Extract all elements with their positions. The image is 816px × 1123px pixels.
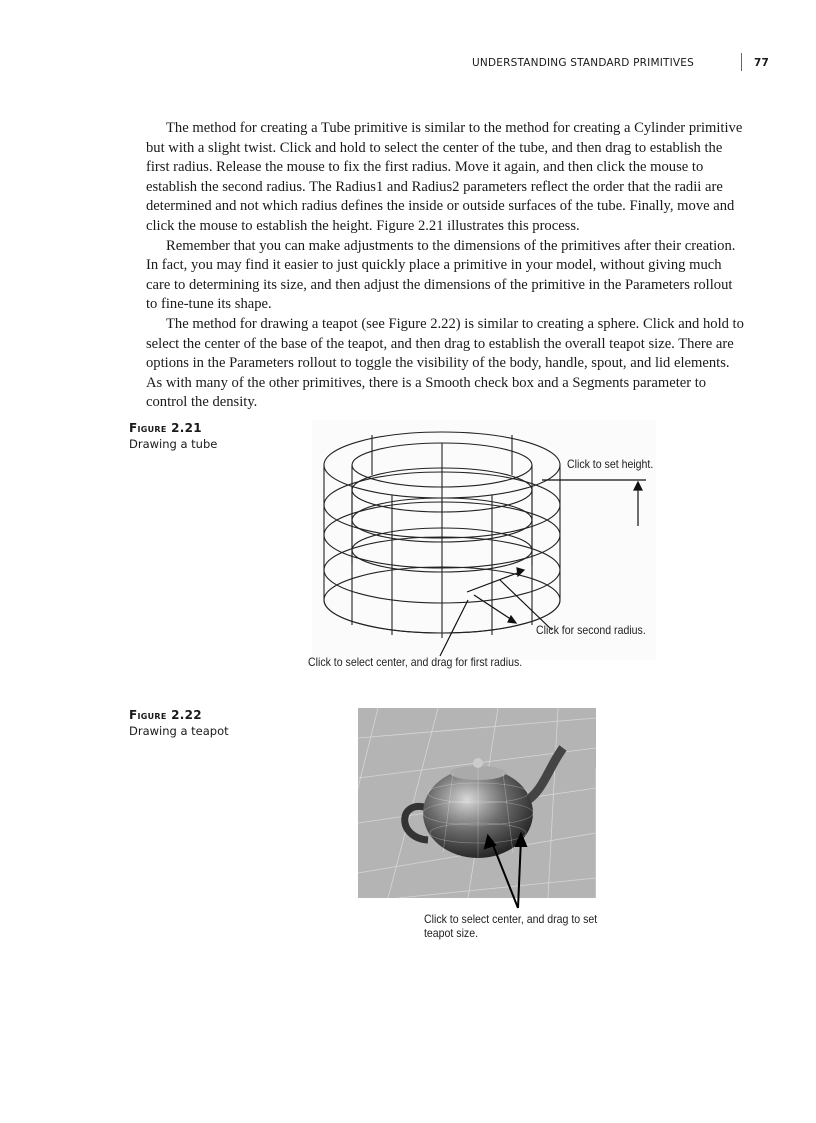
running-header — [470, 55, 770, 73]
figure-2-22-caption — [129, 708, 229, 738]
paragraph: The method for creating a Tube primitive is similar to the method for creating a Cylinder primitive but with a slight twist. Click and hold to select the center of the tube, and then drag to establish the first radius. Release the mouse to fix the first radius. Move it again, and then click the mouse to establish the second radius. The Radius1 and Radius2 parameters reflect the order that the radii are determined and not which radius defines the inside or outside surfaces of the tube. Finally, move and click the mouse to establish the height. Figure 2.21 illustrates this process. — [146, 120, 743, 234]
figure-caption: Drawing a teapot — [129, 724, 229, 738]
annotation-second-radius: Click for second radius. — [536, 623, 646, 637]
running-title: UNDERSTANDING STANDARD PRIMITIVES — [472, 57, 694, 69]
figure-caption: Drawing a tube — [129, 437, 218, 451]
paragraph: Remember that you can make adjustments to the dimensions of the primitives after their creation. In fact, you may find it easier to just quickly place a primitive in your model, without giving much care to determining its size, and then adjust the dimensions of the primitive in the Parameters rollout to fine-tune its shape. — [146, 237, 736, 313]
page-number: 77 — [754, 57, 770, 69]
body-text — [146, 119, 746, 413]
annotation-first-radius: Click to select center, and drag for first radius. — [308, 655, 523, 669]
annotation-teapot-center: Click to select center, and drag to set teapot size. — [424, 912, 598, 940]
header-divider — [741, 53, 742, 71]
annotation-height: Click to set height. — [567, 457, 654, 471]
figure-label: Figure 2.22 — [129, 708, 202, 722]
figure-2-21-caption — [129, 421, 217, 451]
figure-label: Figure 2.21 — [129, 421, 202, 435]
teapot-viewport-screenshot — [358, 708, 596, 923]
paragraph: The method for drawing a teapot (see Figure 2.22) is similar to creating a sphere. Click and hold to select the center of the base of the teapot, and then drag to establish the overall teapot size. There are options in the Parameters rollout to toggle the visibility of the body, handle, spout, and lid elements. As with many of the other primitives, there is a Smooth check box and a Segments parameter to control the density. — [146, 315, 744, 411]
